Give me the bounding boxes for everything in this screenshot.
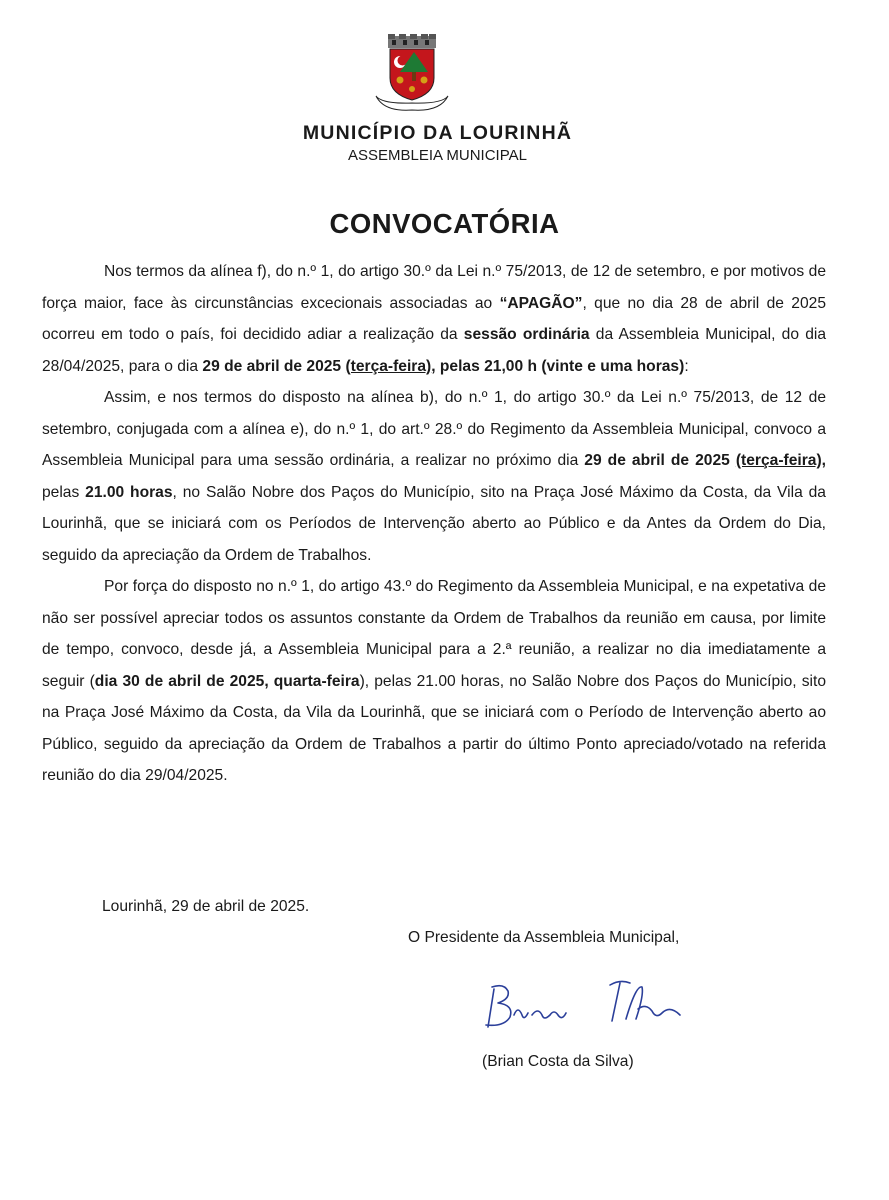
municipal-crest [370, 34, 454, 114]
p1-weekday: (terça-feira) [345, 357, 432, 375]
p1-date: 29 de abril de 2025 [202, 357, 346, 375]
paragraph-2 [42, 382, 826, 571]
p1-time: , pelas 21,00 h (vinte e uma horas) [431, 357, 685, 375]
paragraph-1 [42, 256, 826, 382]
handwritten-signature [470, 975, 710, 1045]
document-title: CONVOCATÓRIA [329, 208, 560, 239]
p2-weekday: (terça-feira), [735, 452, 826, 469]
p1-text-c: , que no dia 28 de abril de 2025 ocorreu em todo o país, foi decidido adiar a realização da [42, 294, 826, 343]
crest-graphic [370, 34, 454, 114]
p2-text-a: Assim, e nos termos do disposto na alínea b), do n.º 1, do artigo 30.º da Lei n.º 75/2013, de 12 de setembro, conjugada com a alínea e), do n.º 1, do art.º 28.º do Regimento da Assembleia Municipal, convoco a Assembleia Municipal para uma sessão ordinária, a realizar no próximo dia [42, 389, 826, 469]
p3-text-c: ), pelas 21.00 horas, no Salão Nobre dos Paços do Município, sito na Praça José Máximo da Costa, da Vila da Lourinhã, que se iniciará com o Período de Intervenção aberto ao Público, seguido da apreciação da Ordem de Trabalhos a partir do último Ponto apreciado/votado na referida reunião do dia 29/04/2025. [42, 672, 827, 784]
assembly-name: ASSEMBLEIA MUNICIPAL [348, 147, 527, 164]
p3-text-a: Por força do disposto no n.º 1, do artigo 43.º do Regimento da Assembleia Municipal, e na expetativa de não ser possível apreciar todos os assuntos constante da Ordem de Trabalhos da reunião em causa, por limite de tempo, convoco, desde já, a Assembleia Municipal para a 2.ª reunião, a realizar no dia imediatamente a seguir ( [42, 578, 826, 690]
p1-colon: : [684, 357, 689, 375]
president-title: O Presidente da Assembleia Municipal, [408, 929, 680, 946]
p1-text-a: Nos termos da alínea f), do n.º 1, do artigo 30.º da Lei n.º 75/2013, de 12 de setembro, e por motivos de força maior, face às circunstâncias excecionais associadas ao [42, 263, 826, 312]
p2-text-f: , no Salão Nobre dos Paços do Município, sito na Praça José Máximo da Costa, da Vila da Lourinhã, que se iniciará com os Períodos de Intervenção aberto ao Público e da Antes da Ordem do Dia, seguido da apreciação da Ordem de Trabalhos. [42, 483, 826, 564]
p3-date: dia 30 de abril de 2025, quarta-feira [94, 672, 360, 690]
document-body [42, 256, 826, 792]
signature-graphic [470, 975, 710, 1045]
paragraph-3 [42, 571, 826, 792]
p2-text-d: pelas [42, 483, 86, 501]
p1-apagao: “APAGÃO” [499, 294, 583, 312]
document-header [0, 122, 889, 164]
municipality-name: MUNICÍPIO DA LOURINHÃ [302, 122, 573, 144]
president-name: (Brian Costa da Silva) [482, 1053, 634, 1070]
p1-text-e: da Assembleia Municipal, do dia 28/04/2025, para o dia [42, 326, 827, 375]
p2-time: 21.00 horas [85, 483, 173, 501]
p1-sessao-ordinaria: sessão ordinária [463, 326, 590, 343]
p2-date: 29 de abril de 2025 [584, 452, 736, 469]
place-date: Lourinhã, 29 de abril de 2025. [102, 898, 310, 915]
